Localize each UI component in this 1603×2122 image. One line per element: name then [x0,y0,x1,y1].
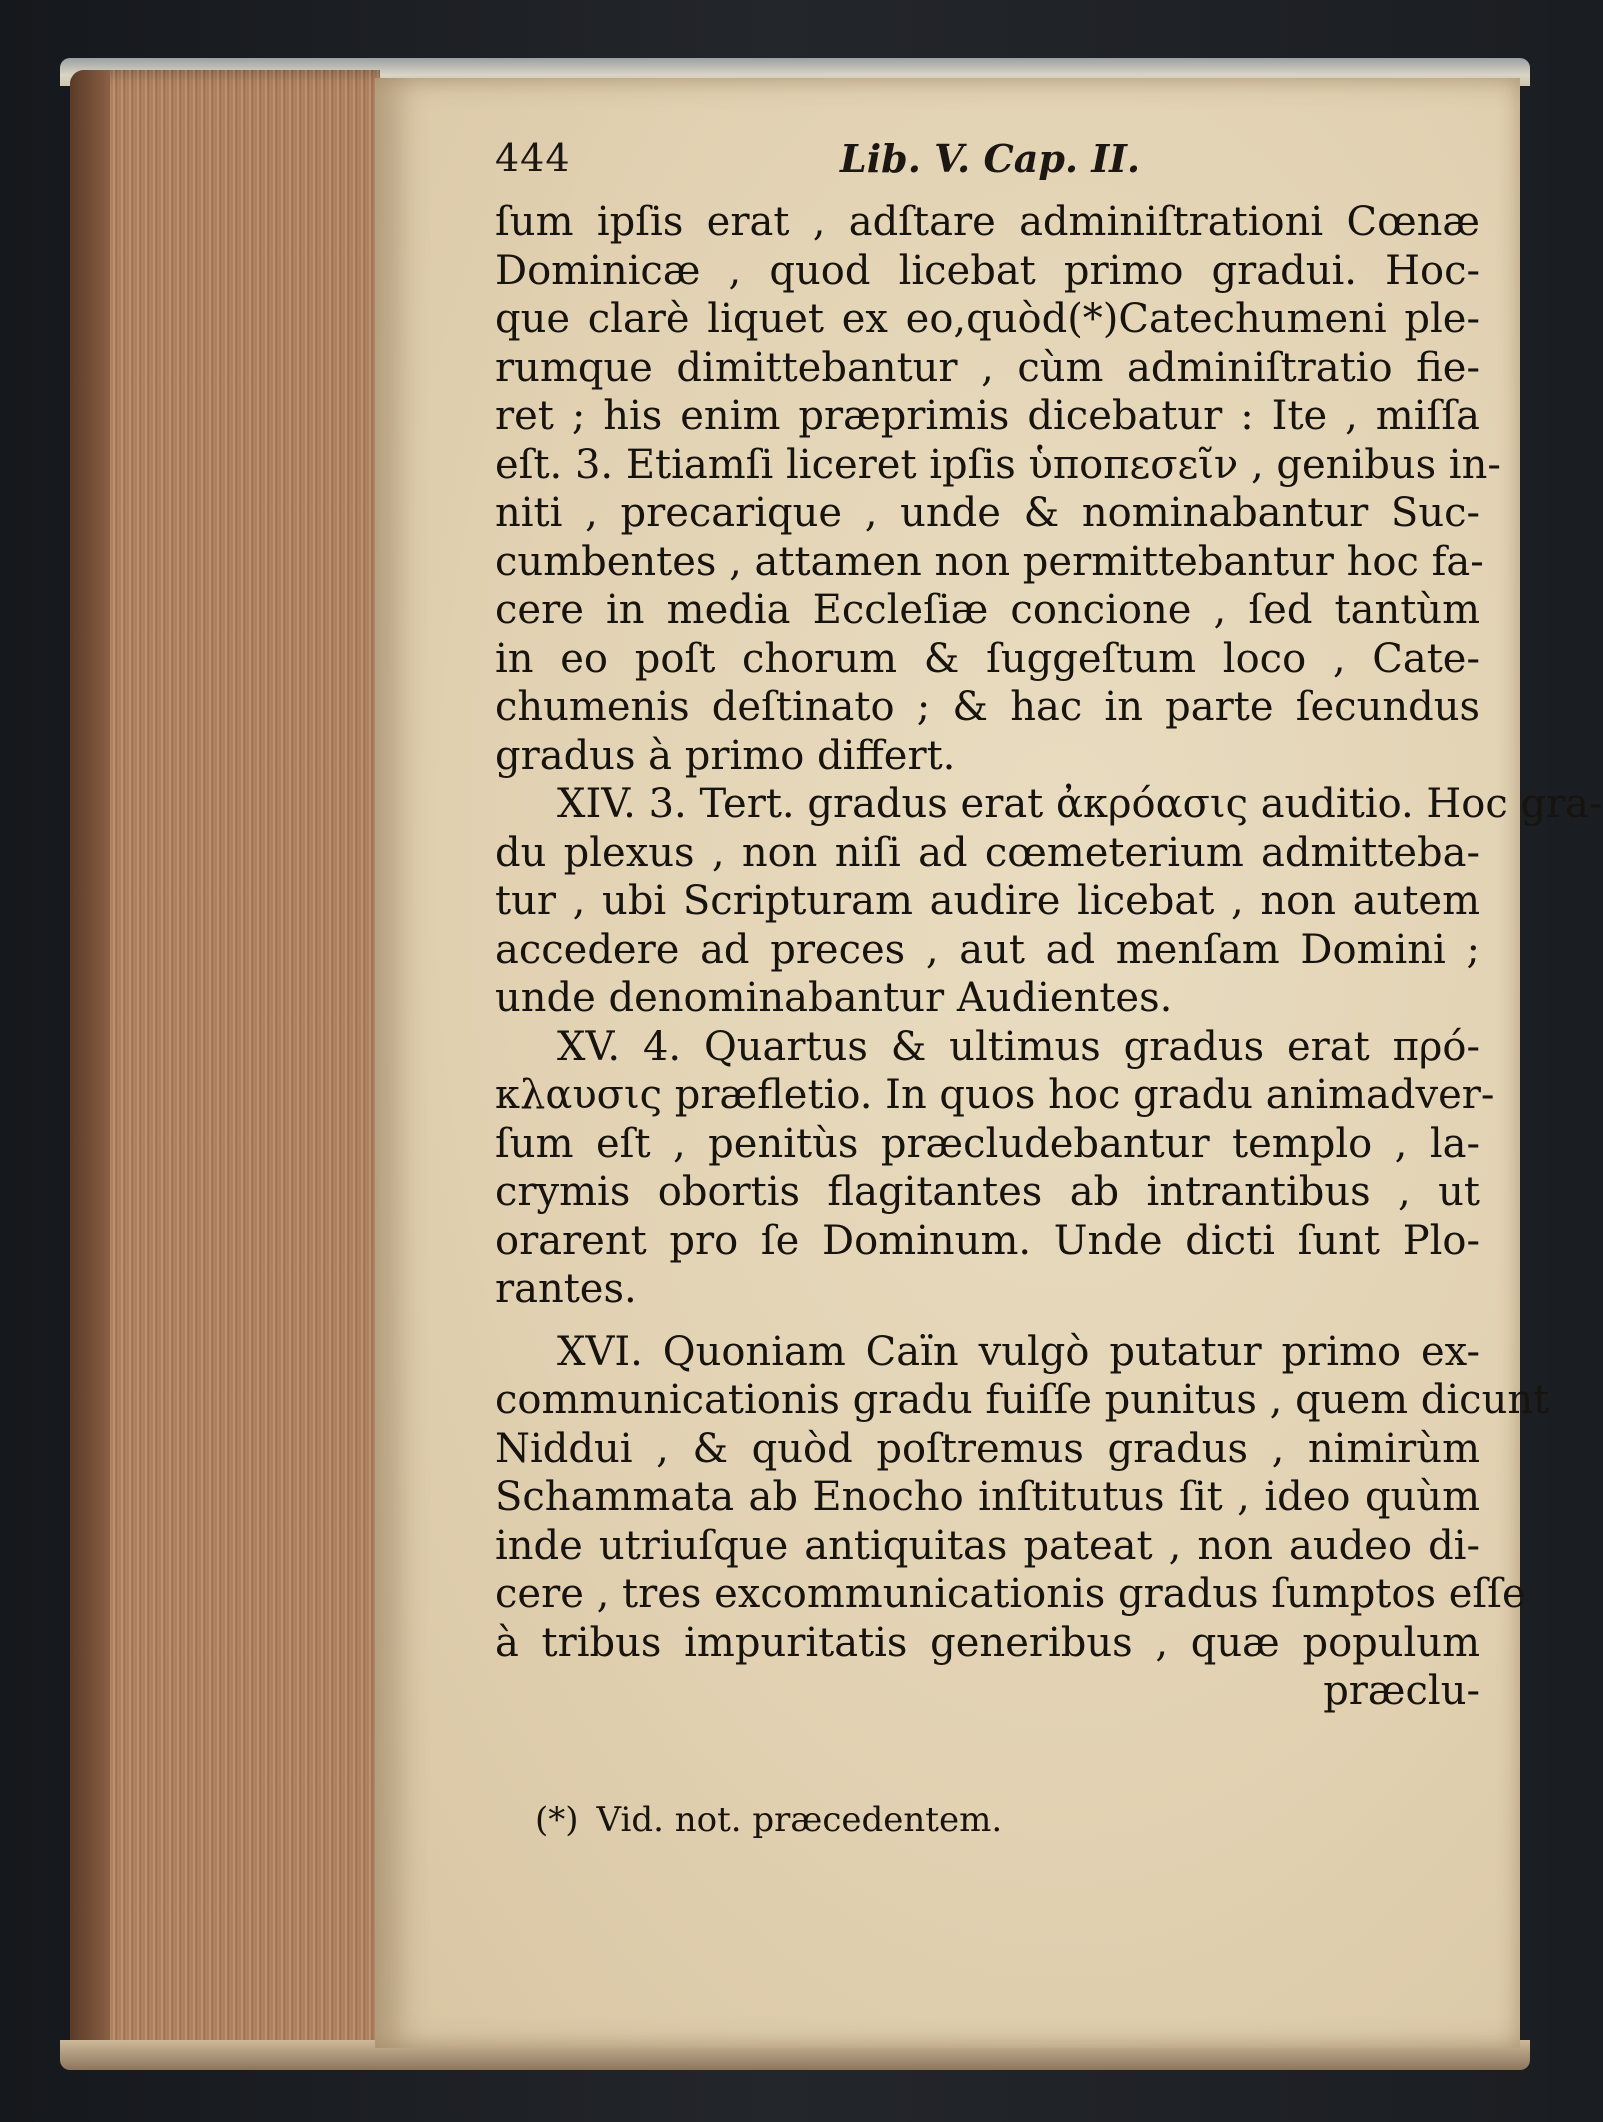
text-line: XIV. 3. Tert. gradus erat ἀκρόασις auditio. Hoc gra- [557,781,1603,827]
footnote [535,1800,1235,1840]
page-number: 444 [495,136,571,180]
text-line: XV. 4. Quartus & ultimus gradus erat πρό- [557,1023,1480,1070]
text-line: inde utriuſque antiquitas pateat , non audeo di- [495,1522,1480,1569]
text-line: κλαυσις præfletio. In quos hoc gradu animadver- [495,1072,1495,1118]
book-page [375,78,1603,2048]
text-line: rumque dimittebantur , cùm adminiſtratio fie- [495,344,1480,391]
text-line: cere in media Eccleſiæ concione , ſed tantùm [495,587,1480,633]
catchword: præclu- [1323,1668,1480,1714]
text-line: XVI. Quoniam Caïn vulgò putatur primo ex- [557,1328,1480,1375]
text-line: cumbentes , attamen non permittebantur hoc fa- [495,538,1484,585]
footnote-mark: (*) [535,1800,579,1840]
text-line: gradus à primo differt. [495,732,956,779]
text-line: ſum ipſis erat , adſtare adminiſtrationi Cœnæ [495,199,1480,245]
text-line: Dominicæ , quod licebat primo gradui. Hoc- [495,247,1480,294]
text-line: chumenis deſtinato ; & hac in parte ſecundus [495,684,1480,730]
text-line: accedere ad preces , aut ad menſam Domini ; [495,926,1480,973]
text-line: du plexus , non niſi ad cœmeterium admitteba- [495,829,1480,876]
text-line: que clarè liquet ex eo,quòd(*)Catechumeni ple- [495,296,1480,342]
text-line: orarent pro ſe Dominum. Unde dicti ſunt Plo- [495,1217,1480,1264]
body-text [495,198,1603,1716]
text-line: niti , precarique , unde & nominabantur Suc- [495,490,1480,536]
text-line: unde denominabantur Audientes. [495,975,1173,1021]
footnote-text: Vid. not. præcedentem. [596,1800,1003,1840]
text-line: rantes. [495,1266,637,1312]
text-line: tur , ubi Scripturam audire licebat , non autem [495,878,1480,924]
text-line: eſt. 3. Etiamſi liceret ipſis ὑποπεσεῖν , genibus in- [495,441,1501,488]
text-line: à tribus impuritatis generibus , quæ populum [495,1619,1480,1666]
text-line: Schammata ab Enocho inſtitutus ſit , ideo quùm [495,1474,1480,1520]
page-header [495,136,1445,196]
text-line: ſum eſt , penitùs præcludebantur templo , la- [495,1120,1480,1167]
text-line: crymis obortis flagitantes ab intrantibus , ut [495,1169,1480,1215]
text-line: communicationis gradu fuiſſe punitus , quem dicunt [495,1377,1550,1423]
text-line: Niddui , & quòd poſtremus gradus , nimirùm [495,1425,1480,1472]
text-line: ret ; his enim præprimis dicebatur : Ite , miſſa [495,393,1480,439]
book-page-edges [70,70,380,2060]
running-title: Lib. V. Cap. II. [840,136,1141,181]
text-line: in eo poſt chorum & ſuggeſtum loco , Cate- [495,635,1480,682]
text-line: cere , tres excommunicationis gradus ſumptos eſſe [495,1571,1526,1617]
